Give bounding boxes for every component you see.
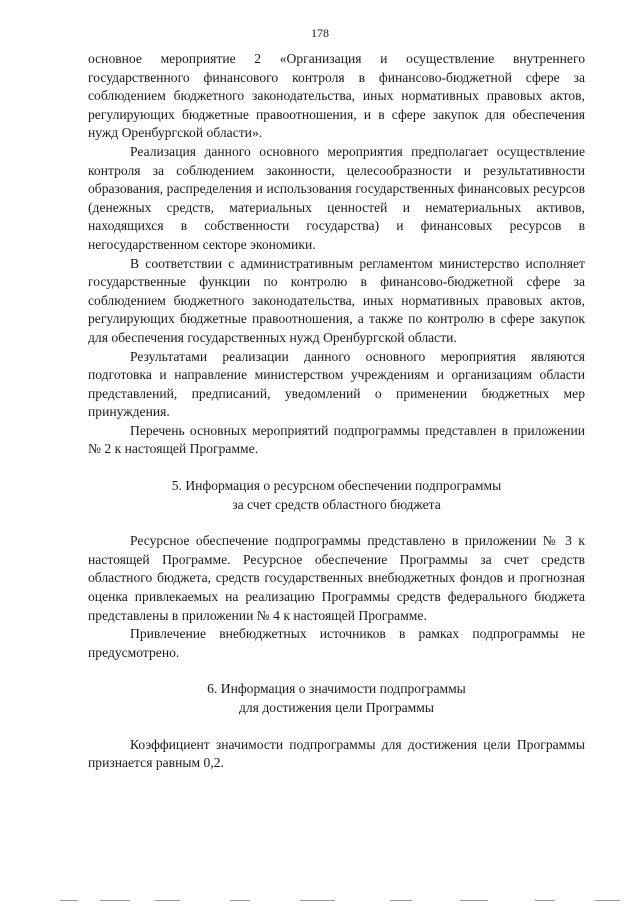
paragraph: Результатами реализации данного основного мероприятия являются подготовка и направление министерством учреждениям и организациям области представлений, предписаний, уведомлений о применении бюджетных мер принуждения. xyxy=(88,348,585,420)
section-6-title-line-1: 6. Информация о значимости подпрограммы xyxy=(207,681,466,697)
paragraph: В соответствии с административным регламентом министерство исполняет государственные функции по контролю в финансово-бюджетной сфере за соблюдением бюджетного законодательства, иных нормативных правовых актов, регулирующих бюджетные правоотношения, а также по контролю в сфере закупок для обеспечения государственных нужд Оренбургской области. xyxy=(88,255,585,345)
paragraph: Коэффициент значимости подпрограммы для достижения цели Программы признается равным 0,2. xyxy=(88,736,585,771)
section-5-title-line-2: за счет средств областного бюджета xyxy=(232,496,441,512)
paragraph: Ресурсное обеспечение подпрограммы представлено в приложении № 3 к настоящей Программе. Ресурсное обеспечение Программы за счет средств областного бюджета, средств государственных внебюджетных фондов и прогнозная оценка привлекаемых на реализацию Программы средств федерального бюджета представлены в приложении № 4 к настоящей Программе. xyxy=(88,533,585,623)
page-content xyxy=(88,50,585,773)
section-6-title-line-2: для достижения цели Программы xyxy=(238,700,435,715)
paragraph: Реализация данного основного мероприятия предполагает осуществление контроля за соблюдением законности, целесообразности и результативности образования, распределения и использования государственных финансовых ресурсов (денежных средств, материальных ценностей и нематериальных активов, находящихся в собственности государства) и финансовых ресурсов в негосударственном секторе экономики. xyxy=(88,143,585,252)
paragraph: Привлечение внебюджетных источников в рамках подпрограммы не предусмотрено. xyxy=(88,626,585,660)
page-number: 178 xyxy=(311,26,329,40)
section-5-heading xyxy=(88,477,585,514)
paragraph: Перечень основных мероприятий подпрограммы представлен в приложении № 2 к настоящей Программе. xyxy=(88,422,585,457)
section-6-heading xyxy=(88,680,585,717)
scan-edge-marks xyxy=(0,895,640,901)
paragraph: основное мероприятие 2 «Организация и осуществление внутреннего государственного финансового контроля в финансово-бюджетной сфере за соблюдением бюджетного законодательства, иных нормативных правовых актов, регулирующих бюджетные правоотношения, и в сфере закупок для обеспечения нужд Оренбургской области». xyxy=(88,51,585,141)
section-5-title-line-1: 5. Информация о ресурсном обеспечении подпрограммы xyxy=(171,478,502,494)
